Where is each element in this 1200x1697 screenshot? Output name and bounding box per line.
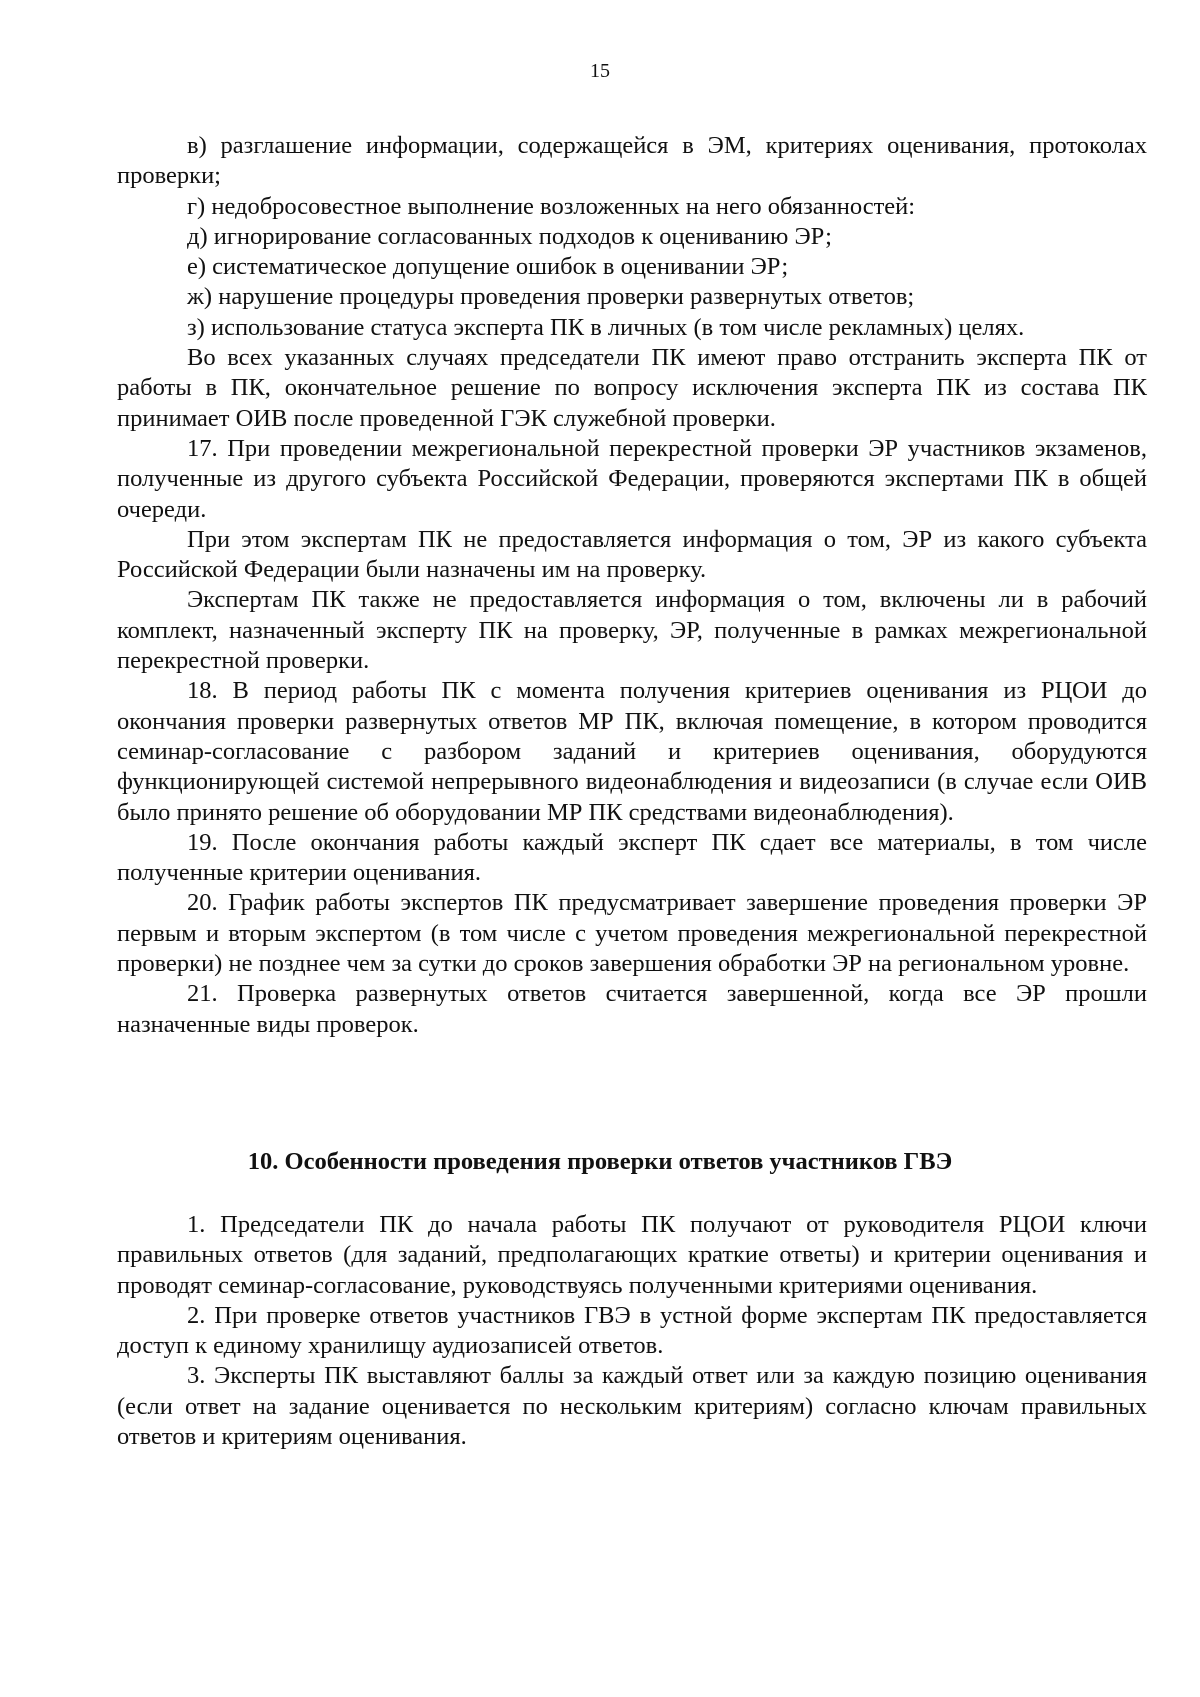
paragraph-19: 19. После окончания работы каждый эксперт ПК сдает все материалы, в том числе полученные критерии оценивания. xyxy=(117,828,1147,887)
paragraph-item-z: з) использование статуса эксперта ПК в личных (в том числе рекламных) целях. xyxy=(187,313,1025,341)
paragraph-item-v: в) разглашение информации, содержащейся в ЭМ, критериях оценивания, протоколах проверки; xyxy=(117,132,1147,190)
document-body-top xyxy=(117,131,1147,1040)
paragraph-section-3: 3. Эксперты ПК выставляют баллы за каждый ответ или за каждую позицию оценивания (если ответ на задание оценивается по нескольким критериям) согласно ключам правильных ответов и критериям оценивания. xyxy=(117,1362,1147,1451)
paragraph-17-info: При этом экспертам ПК не предоставляется информация о том, ЭР из какого субъекта Российской Федерации были назначены им на проверку. xyxy=(117,525,1147,584)
paragraph-17-kit: Экспертам ПК также не предоставляется информация о том, включены ли в рабочий комплект, назначенный эксперту ПК на проверку, ЭР, полученные в рамках межрегиональной перекрестной проверки. xyxy=(117,586,1147,675)
paragraph-item-d: д) игнорирование согласованных подходов к оцениванию ЭР; xyxy=(187,222,832,250)
paragraph-item-e: е) систематическое допущение ошибок в оценивании ЭР; xyxy=(187,253,789,281)
paragraph-item-g: г) недобросовестное выполнение возложенных на него обязанностей: xyxy=(187,192,916,220)
paragraph-21: 21. Проверка развернутых ответов считается завершенной, когда все ЭР прошли назначенные виды проверок. xyxy=(117,980,1147,1038)
paragraph-item-zh: ж) нарушение процедуры проведения проверки развернутых ответов; xyxy=(187,283,915,311)
paragraph-17: 17. При проведении межрегиональной перекрестной проверки ЭР участников экзаменов, полученные из другого субъекта Российской Федерации, проверяются экспертами ПК в общей очереди. xyxy=(117,434,1147,523)
page-number: 15 xyxy=(590,60,610,82)
document-body-bottom xyxy=(117,1210,1147,1452)
section-heading: 10. Особенности проведения проверки ответов участников ГВЭ xyxy=(247,1148,953,1175)
paragraph-20: 20. График работы экспертов ПК предусматривает завершение проведения проверки ЭР первым и вторым экспертом (в том числе с учетом проведения межрегиональной перекрестной проверки) не позднее чем за сутки до сроков завершения обработки ЭР на региональном уровне. xyxy=(117,889,1147,978)
paragraph-section-2: 2. При проверке ответов участников ГВЭ в устной форме экспертам ПК предоставляется доступ к единому хранилищу аудиозаписей ответов. xyxy=(117,1301,1147,1360)
paragraph-dismissal: Во всех указанных случаях председатели ПК имеют право отстранить эксперта ПК от работы в ПК, окончательное решение по вопросу исключения эксперта ПК из состава ПК принимает ОИВ после проведенной ГЭК служебной проверки. xyxy=(117,344,1147,432)
paragraph-18: 18. В период работы ПК с момента получения критериев оценивания из РЦОИ до окончания проверки развернутых ответов МР ПК, включая помещение, в котором проводится семинар-согласование с разбором заданий и критериев оценивания, оборудуются функционирующей системой непрерывного видеонаблюдения и видеозаписи (в случае если ОИВ было принято решение об оборудовании МР ПК средствами видеонаблюдения). xyxy=(117,677,1147,826)
paragraph-section-1: 1. Председатели ПК до начала работы ПК получают от руководителя РЦОИ ключи правильных ответов (для заданий, предполагающих краткие ответы) и критерии оценивания и проводят семинар-согласование, руководствуясь полученными критериями оценивания. xyxy=(117,1211,1147,1299)
